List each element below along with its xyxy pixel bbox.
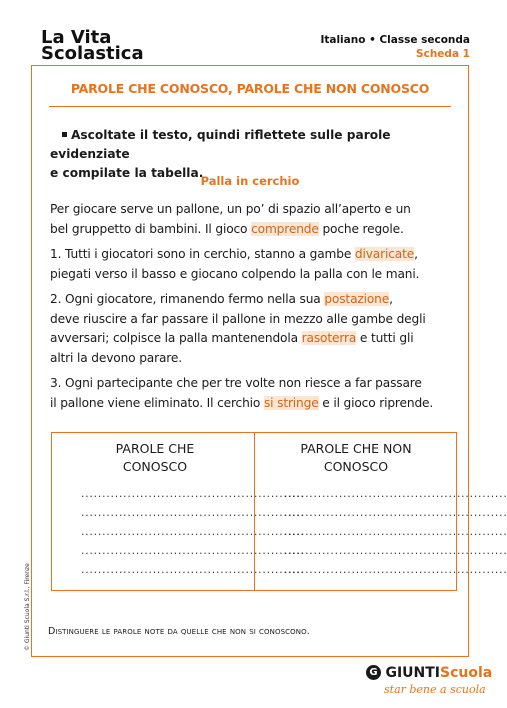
text-span: altri la devono parare. <box>50 350 182 365</box>
instruction-line-2: e compilate la tabella. <box>50 166 204 180</box>
story-text <box>50 200 466 419</box>
paragraph-3 <box>50 374 466 413</box>
highlighted-word: si stringe <box>263 395 319 410</box>
blank-line[interactable]: ..................................................... <box>283 528 507 538</box>
blank-line[interactable]: ..................................................... <box>283 547 507 557</box>
brand-name-suffix: Scuola <box>440 664 493 681</box>
text-span: 1. Tutti i giocatori sono in cerchio, stanno a gambe <box>50 247 355 261</box>
copyright-note: © Giunti Scuola S.r.l., Firenze <box>24 563 31 651</box>
brand-name: GIUNTI <box>385 664 440 681</box>
highlighted-word: divaricate <box>354 247 415 261</box>
highlighted-word: postazione <box>324 292 390 306</box>
blank-line[interactable]: ..................................................... <box>283 509 507 519</box>
text-span: , <box>389 292 393 306</box>
header-line: PAROLE CHE <box>115 441 195 456</box>
header-line: PAROLE CHE NON <box>300 441 412 456</box>
blank-line[interactable]: ..................................................... <box>80 566 304 576</box>
subject-info <box>320 33 470 61</box>
bullet-icon <box>62 132 67 137</box>
column-header-known <box>55 440 255 476</box>
bottom-note: Distinguere le parole note da quelle che non si conoscono. <box>48 626 310 637</box>
column-header-unknown <box>256 440 456 476</box>
header-line: CONOSCO <box>122 459 188 474</box>
text-span: e tutti gli <box>356 331 414 345</box>
giunti-logo-icon: G <box>366 665 381 680</box>
blank-line[interactable]: ..................................................... <box>80 509 304 519</box>
logo-line-2: Scolastica <box>41 43 144 64</box>
blank-line[interactable]: ..................................................... <box>80 528 304 538</box>
subject-label: Italiano • Classe seconda <box>320 34 470 46</box>
text-span: 3. Ogni partecipante che per tre volte non riesce a far passare <box>50 376 422 390</box>
highlighted-word: comprende <box>251 221 319 236</box>
logo-line-1: La Vita <box>41 27 112 48</box>
blank-line[interactable]: ..................................................... <box>80 490 304 500</box>
paragraph-1 <box>50 245 466 284</box>
text-span: piegati verso il basso e giocano colpendo la palla con le mani. <box>50 266 420 281</box>
brand-tagline: star bene a scuola <box>384 683 486 696</box>
page-title: PAROLE CHE CONOSCO, PAROLE CHE NON CONOSCO <box>70 81 430 96</box>
unknown-words-column <box>283 490 507 590</box>
blank-line[interactable]: ..................................................... <box>283 490 507 500</box>
text-span: 2. Ogni giocatore, rimanendo fermo nella sua <box>50 292 325 306</box>
text-span: deve riuscire a far passare il pallone in mezzo alle gambe degli <box>50 311 426 326</box>
publisher-logo <box>366 664 492 696</box>
blank-line[interactable]: ..................................................... <box>80 547 304 557</box>
paragraph-2 <box>50 290 466 368</box>
instruction-line-1: Ascoltate il testo, quindi riflettete sulle parole evidenziate <box>50 128 391 161</box>
text-span: , <box>414 247 418 261</box>
text-span: avversari; colpisce la palla mantenendola <box>50 331 302 345</box>
text-span: bel gruppetto di bambini. Il gioco <box>50 221 252 236</box>
text-span: Per giocare serve un pallone, un po’ di spazio all’aperto e un <box>50 202 411 216</box>
text-span: il pallone viene eliminato. Il cerchio <box>50 395 264 410</box>
text-span: e il gioco riprende. <box>318 395 434 410</box>
known-words-column <box>80 490 304 590</box>
text-title: Palla in cerchio <box>200 174 300 188</box>
text-span: poche regole. <box>318 221 404 236</box>
blank-line[interactable]: ..................................................... <box>283 566 507 576</box>
paragraph-intro <box>50 200 466 239</box>
sheet-label: Scheda 1 <box>416 48 470 60</box>
highlighted-word: rasoterra <box>301 331 357 345</box>
magazine-logo <box>41 27 144 64</box>
header-line: CONOSCO <box>323 459 389 474</box>
title-divider <box>49 106 451 107</box>
